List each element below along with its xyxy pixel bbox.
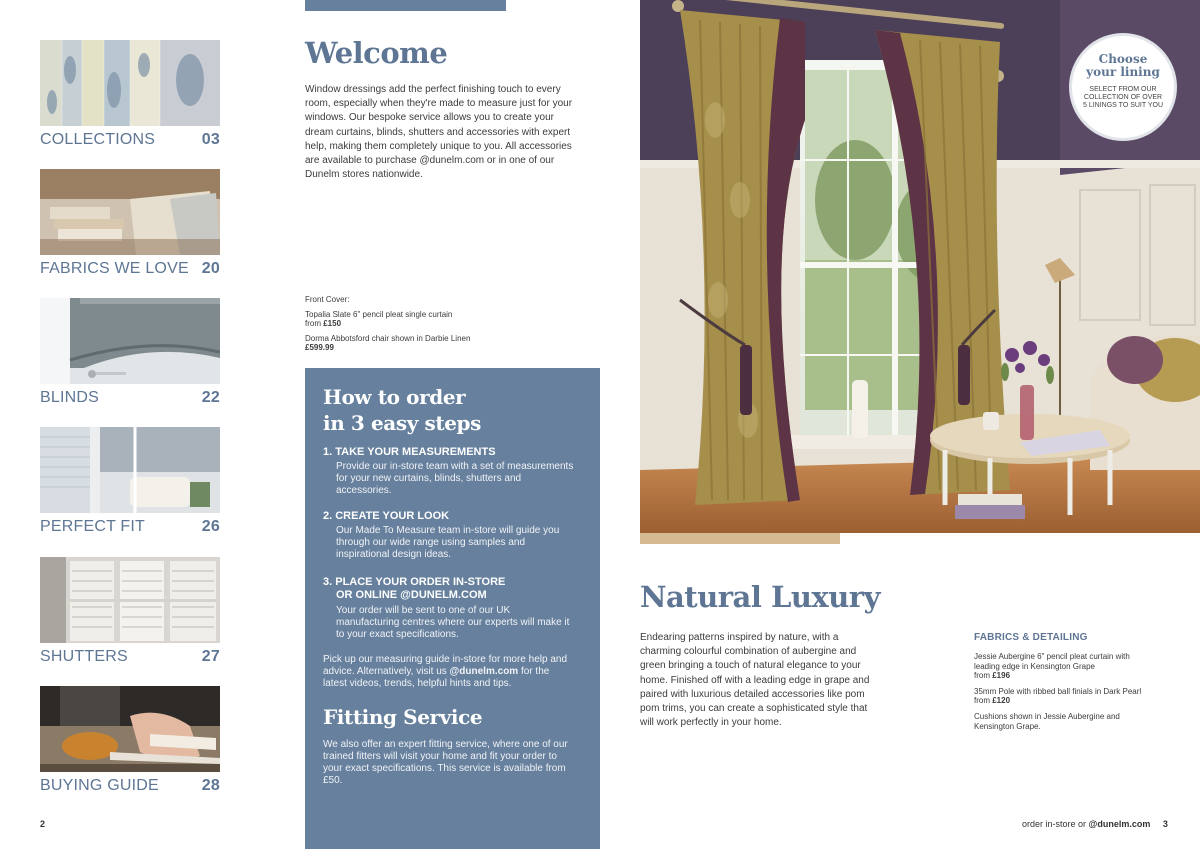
toc-label: SHUTTERS — [40, 648, 128, 665]
measuring-guide-text — [323, 654, 568, 690]
how-to-order-title-line-1: How to order — [323, 385, 466, 409]
price: £120 — [992, 696, 1011, 706]
fabric-item-text: 35mm Pole with ribbed ball finials in Dark Pearl — [974, 686, 1142, 696]
step-3-heading — [323, 576, 505, 602]
fabric-item-text: Jessie Aubergine 6" pencil pleat curtain with leading edge in Kensington Grape — [974, 652, 1130, 671]
left-page-number: 2 — [40, 819, 46, 829]
fabric-item-text: Cushions shown in Jessie Aubergine and Kensington Grape. — [974, 711, 1120, 731]
fitting-service-title: Fitting Service — [323, 705, 483, 729]
price-from-label: from — [974, 696, 990, 706]
fitting-service-body: We also offer an expert fitting service, where one of our trained fitters will visit your home and fit your order to your exact specifications. This service is available from £50. — [323, 739, 568, 786]
top-accent-bar — [305, 0, 506, 11]
step-3-heading-line-2: OR ONLINE @DUNELM.COM — [336, 589, 487, 601]
how-to-order-panel — [305, 368, 600, 849]
fabrics-image[interactable] — [40, 169, 220, 255]
toc-page-number: 27 — [201, 648, 220, 665]
step-1-heading: 1. TAKE YOUR MEASUREMENTS — [323, 446, 496, 458]
toc-page-number: 03 — [201, 131, 220, 148]
step-2-body: Our Made To Measure team in-store will guide you through our wide range using samples and inspirational design ideas. — [336, 525, 560, 560]
toc-label: BUYING GUIDE — [40, 777, 159, 794]
badge-title-line-1: Choose — [1098, 52, 1148, 66]
price: £196 — [992, 671, 1011, 681]
gold-accent-bar — [640, 533, 840, 544]
toc-label: BLINDS — [40, 389, 99, 406]
price-from-label: from — [305, 319, 321, 328]
badge-title-line-2: your lining — [1086, 65, 1160, 79]
toc-item-fabrics-we-love[interactable] — [40, 260, 220, 278]
badge-title — [1072, 53, 1174, 79]
fabrics-detailing-list — [974, 652, 1154, 737]
toc-page-number: 26 — [201, 518, 220, 535]
toc-item-collections[interactable] — [40, 131, 220, 149]
footer — [1022, 819, 1168, 829]
fabrics-detailing-title: FABRICS & DETAILING — [974, 632, 1088, 643]
lining-badge — [1069, 33, 1177, 141]
natural-luxury-title: Natural Luxury — [640, 580, 880, 614]
footer-text: order in-store or — [1022, 819, 1087, 829]
measuring-guide-text-after: for the latest videos, trends, helpful hints and tips. — [323, 666, 550, 689]
shutters-image[interactable] — [40, 557, 220, 643]
toc-label: COLLECTIONS — [40, 131, 156, 148]
step-3-body: Your order will be sent to one of our UK manufacturing centres where our experts will make it to your exact specifications. — [336, 605, 570, 640]
toc-page-number: 20 — [201, 260, 220, 277]
toc-page-number: 22 — [201, 389, 220, 406]
welcome-title: Welcome — [305, 36, 448, 70]
buying-guide-image[interactable] — [40, 686, 220, 772]
fabric-item — [974, 652, 1154, 681]
price: £150 — [323, 319, 342, 328]
collections-image[interactable] — [40, 40, 220, 126]
natural-luxury-body: Endearing patterns inspired by nature, with a charming colourful combination of aubergine and green bringing a touch of natural elegance to your home. Finished off with a leading edge in grape and paired with luxurious detailed accessories like pom pom trims, you can create a sophisticated style that will work perfectly in your home. — [640, 632, 870, 729]
front-cover-item-text: Dorma Abbotsford chair shown in Darbie Linen — [305, 333, 471, 343]
perfect-fit-image[interactable] — [40, 427, 220, 513]
toc-item-shutters[interactable] — [40, 648, 220, 666]
how-to-order-title-line-2: in 3 easy steps — [323, 411, 481, 435]
front-cover-item-1 — [305, 310, 565, 329]
step-3-heading-line-1: 3. PLACE YOUR ORDER IN-STORE — [323, 576, 506, 588]
toc-item-perfect-fit[interactable] — [40, 518, 220, 536]
front-cover-item-text: Topalia Slate 6" pencil pleat single curtain — [305, 309, 453, 319]
blinds-image[interactable] — [40, 298, 220, 384]
step-1-body: Provide our in-store team with a set of measurements for your new curtains, blinds, shutters and accessories. — [336, 461, 574, 496]
toc-page-number: 28 — [201, 777, 220, 794]
footer-dunelm-link[interactable]: @dunelm.com — [1088, 819, 1151, 829]
toc-label: PERFECT FIT — [40, 518, 146, 535]
front-cover-note — [305, 295, 565, 358]
front-cover-heading: Front Cover: — [305, 295, 350, 304]
measuring-guide-text-before: Pick up our measuring guide in-store for more help and advice. Alternatively, visit us — [323, 654, 568, 677]
fabric-item — [974, 712, 1154, 731]
toc-label: FABRICS WE LOVE — [40, 260, 189, 277]
dunelm-link[interactable]: @dunelm.com — [449, 666, 519, 677]
step-2-heading: 2. CREATE YOUR LOOK — [323, 510, 450, 522]
front-cover-item-2 — [305, 334, 565, 353]
fabric-item — [974, 687, 1154, 706]
welcome-body: Window dressings add the perfect finishing touch to every room, especially when they're made to measure just for your windows. Our bespoke service allows you to create your dream curtains, blinds, shutters and accessories with expert help, making them completely unique to you. All accessories are available to purchase @dunelm.com or in one of our Dunelm stores nationwide. — [305, 84, 573, 181]
price-from-label: from — [974, 671, 990, 681]
badge-text: SELECT FROM OUR COLLECTION OF OVER 5 LININGS TO SUIT YOU — [1083, 86, 1164, 110]
price: £599.99 — [305, 343, 334, 352]
toc-item-blinds[interactable] — [40, 389, 220, 407]
right-page-number: 3 — [1162, 819, 1168, 829]
toc-item-buying-guide[interactable] — [40, 777, 220, 795]
